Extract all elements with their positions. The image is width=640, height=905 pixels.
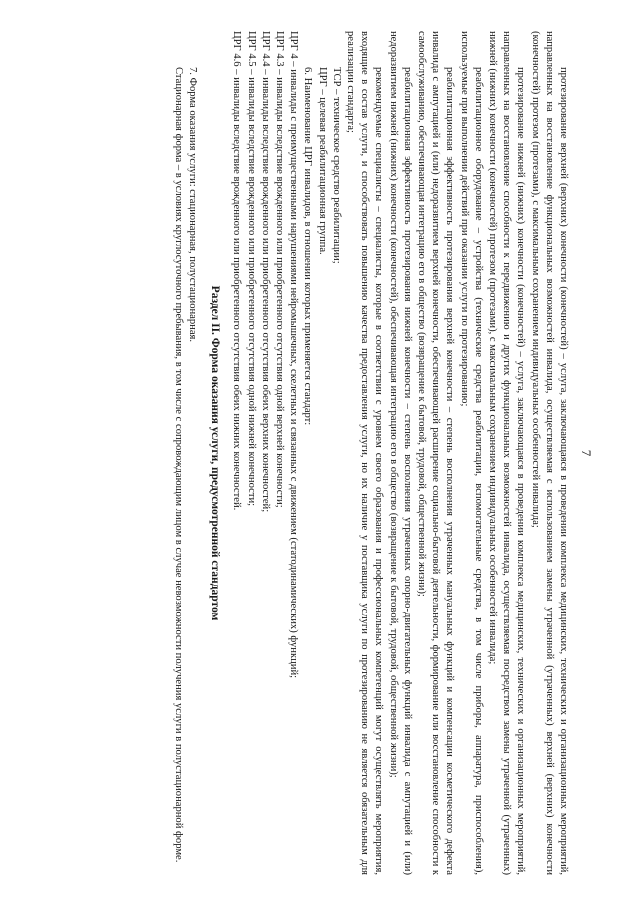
definition-recommended-specialists: рекомендуемые специалисты – специалисты, которые в соответствии с уровнем своего образования и профессиональных компетенций могут осуществлять мероприятия, входящие в состав услуги, и способствовать повышению качества предоставления услуги, но их наличие у поставщика услуги по протезированию не является обязательным для реализации стандарта; bbox=[344, 30, 385, 875]
stationary-form-definition: Стационарная форма – в условиях круглосуточного пребывания, в том числе с сопровождающим лицом в случае невозможности получения услуги в полустационарной форме. bbox=[172, 66, 184, 862]
definition-crg: ЦРГ – целевая реабилитационная группа. bbox=[316, 66, 328, 255]
crg-item-4-3: ЦРГ 4.3 – инвалиды вследствие врожденного или приобретенного отсутствия одной верхней конечности; bbox=[273, 30, 285, 508]
crg-item-4-5: ЦРГ 4.5 – инвалиды вследствие врожденного или приобретенного отсутствия одной нижней конечности; bbox=[245, 30, 257, 506]
crg-item-4: ЦРГ 4 – инвалиды с преимущественными нарушениями нейромышечных, скелетных и связанных с движением (статодинамических) функций; bbox=[288, 30, 300, 678]
page-number: 7 bbox=[579, 449, 594, 456]
section-heading: Раздел II. Форма оказания услуги, предусмотренной стандартом bbox=[209, 285, 222, 620]
definition-upper-limb-effectiveness: реабилитационная эффективность протезирования верхней конечности – степень восполнения утраченных мануальных функций и компенсации косметического дефекта инвалида с ампутацией и (или) недоразвитием верхней конечности, обеспечивающей расширение социально-бытовой деятельности, формирование или восстановление способности к самообслуживанию, обеспечивающая интеграцию его в общество (возвращение к бытовой, трудовой, общественной жизни); bbox=[415, 30, 456, 875]
crg-item-4-4: ЦРГ 4.4 – инвалиды вследствие врожденного или приобретенного отсутствия обеих верхних конечностей; bbox=[259, 30, 271, 512]
definition-lower-limb-effectiveness: реабилитационная эффективность протезирования нижней конечности – степень восполнения утраченных опорно-двигательных функций инвалида с ампутацией и (или) недоразвитием нижней (нижних) конечности (конечностей), обеспечивающая интеграцию его в общество (возвращение к бытовой, трудовой, общественной жизни); bbox=[387, 30, 413, 875]
definition-rehab-equipment: реабилитационное оборудование – устройства (технические средства реабилитации, вспомогательные средства, в том числе приборы, аппаратура, приспособления), используемые при выполнении действий при оказании услуги по протезированию; bbox=[458, 30, 484, 875]
document-page bbox=[4, 6, 636, 899]
crg-intro: 6. Наименование ЦРГ инвалидов, в отношении которых применяется стандарт: bbox=[302, 66, 314, 425]
definition-lower-limb-prosthetics: протезирование нижней (нижних) конечности (конечностей) – услуга, заключающаяся в проведении комплекса медицинских, технических и организационных мероприятий, направленных на восстановление способности к передвижению и других функциональных возможностей инвалида, осуществляемая посредством замены утраченной (утраченных) нижней (нижних) конечности (конечностей) протезом (протезами), с максимальным сохранением индивидуальных особенностей инвалида; bbox=[486, 30, 527, 875]
definition-tsr: ТСР – техническое средство реабилитации; bbox=[330, 66, 342, 264]
form-of-service: 7. Форма оказания услуги: стационарная, полустационарная. bbox=[187, 66, 199, 342]
rotated-text-block bbox=[40, 23, 600, 883]
crg-item-4-6: ЦРГ 4.6 – инвалиды вследствие врожденного или приобретенного отсутствия обеих нижних конечностей. bbox=[231, 30, 243, 510]
definition-upper-limb-prosthetics: протезирование верхней (верхних) конечности (конечностей) – услуга, заключающаяся в проведении комплекса медицинских, технических и организационных мероприятий, направленных на восстановление функциональных возможностей инвалида, осуществляемая с использованием замены утраченной (утраченных) верхней (верхних) конечности (конечностей) протезом (протезами), с максимальным сохранением индивидуальных особенностей инвалида; bbox=[529, 30, 569, 875]
